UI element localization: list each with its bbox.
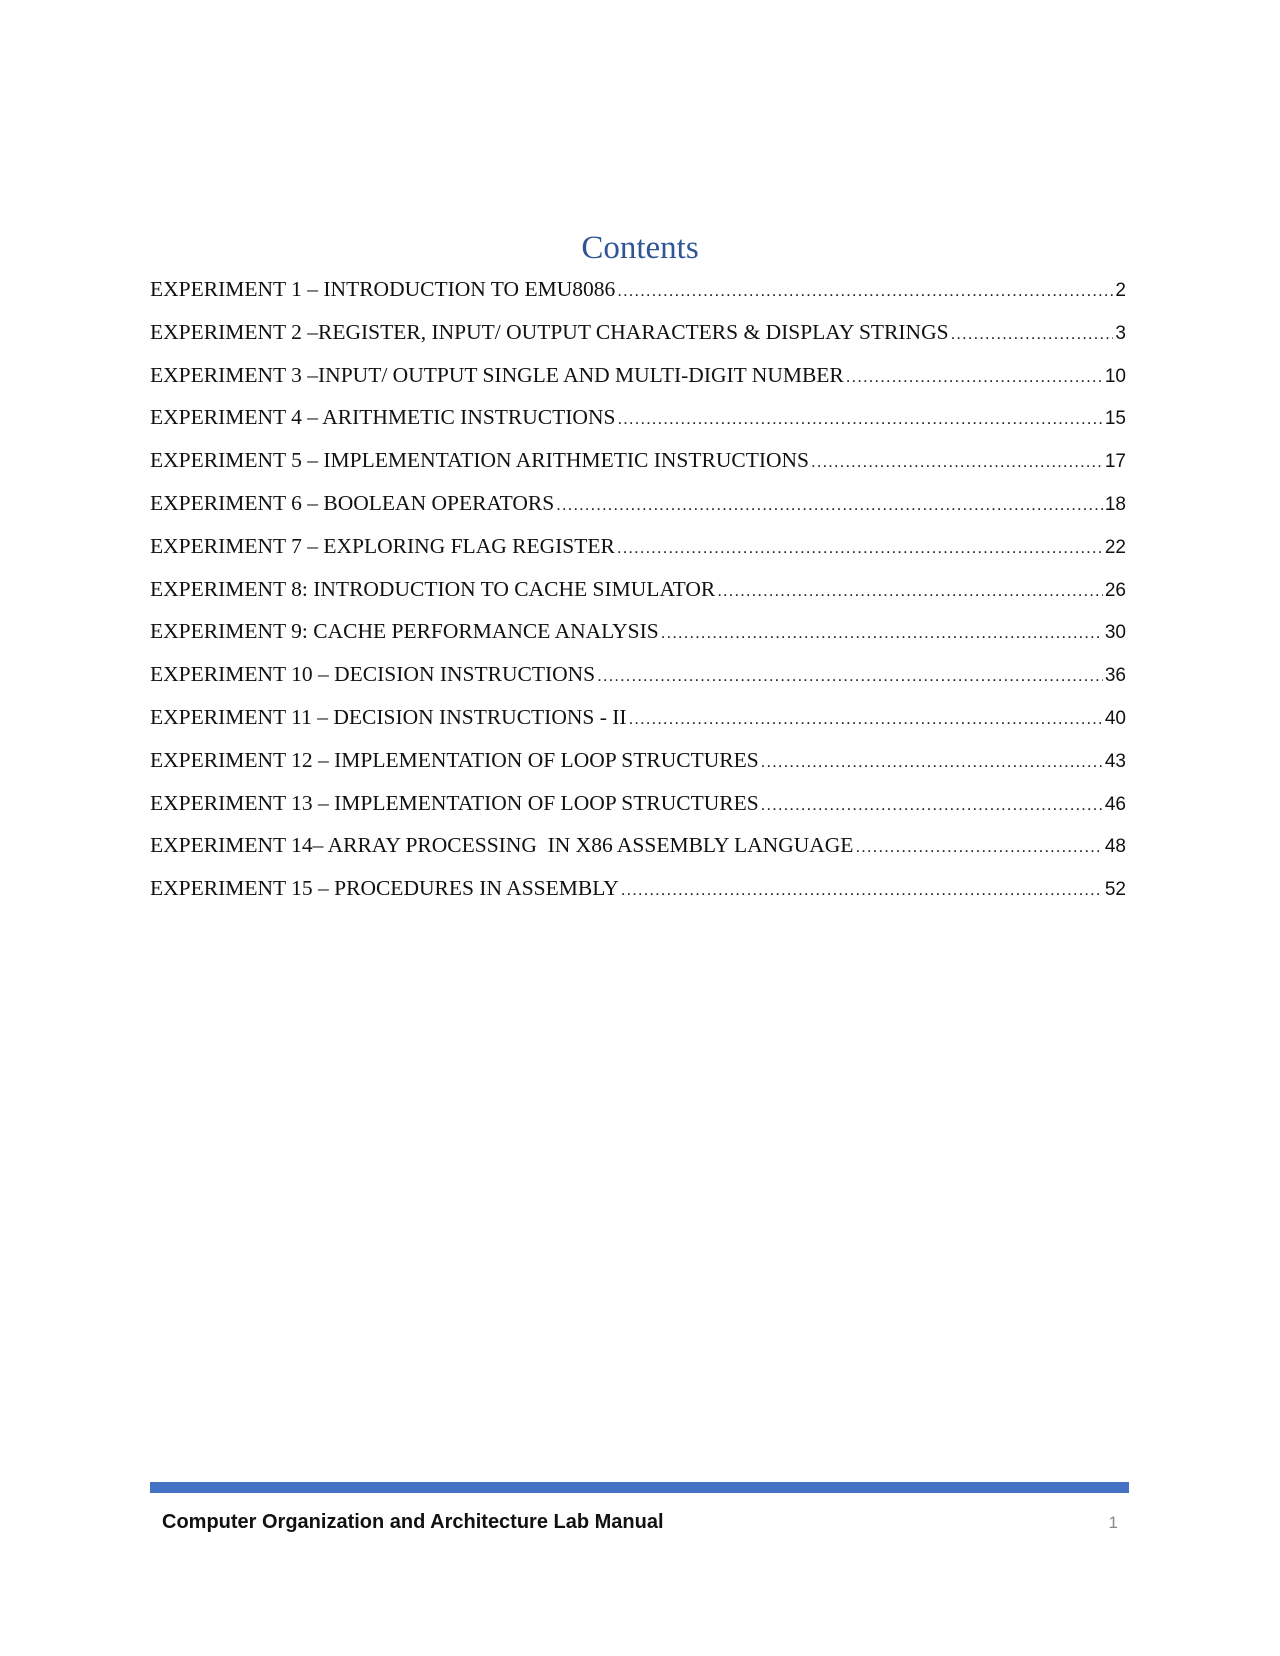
toc-entry-label: EXPERIMENT 5 – IMPLEMENTATION ARITHMETIC INSTRUCTIONS [150,448,809,473]
toc-entry-label: EXPERIMENT 6 – BOOLEAN OPERATORS [150,490,555,515]
toc-heading: Contents [581,230,699,266]
toc-entry[interactable] [150,610,1126,653]
toc-entry-label: EXPERIMENT 10 – DECISION INSTRUCTIONS [150,662,596,687]
toc-entry-page: 36 [1104,665,1126,687]
toc-entry-label: EXPERIMENT 4 – ARITHMETIC INSTRUCTIONS [150,405,616,430]
toc-entry-label: EXPERIMENT 2 –REGISTER, INPUT/ OUTPUT CHARACTERS & DISPLAY STRINGS [150,319,949,344]
toc-entry-label: EXPERIMENT 7 – EXPLORING FLAG REGISTER [150,533,615,558]
toc-entry-page: 30 [1104,622,1126,644]
toc-entry-label: EXPERIMENT 1 – INTRODUCTION TO EMU8086 [150,277,616,301]
toc-entry[interactable] [150,824,1126,867]
toc-list [150,268,1126,910]
toc-entry[interactable] [150,482,1126,525]
toc-entry-label: EXPERIMENT 3 –INPUT/ OUTPUT SINGLE AND MULTI-DIGIT NUMBER [150,362,844,387]
toc-dot-leader [761,784,1103,825]
toc-entry-page: 18 [1104,493,1126,515]
toc-entry-page: 10 [1104,365,1126,387]
toc-entry-page: 43 [1104,750,1126,772]
toc-entry-label: EXPERIMENT 8: INTRODUCTION TO CACHE SIMULATOR [150,576,716,601]
toc-dot-leader [629,698,1103,739]
toc-entry-label: EXPERIMENT 13 – IMPLEMENTATION OF LOOP STRUCTURES [150,790,759,815]
toc-dot-leader [855,826,1102,867]
toc-entry-page: 46 [1104,793,1126,815]
toc-entry-page: 3 [1115,322,1126,344]
toc-entry[interactable] [150,696,1126,739]
toc-dot-leader [761,741,1103,782]
toc-entry-label: EXPERIMENT 15 – PROCEDURES IN ASSEMBLY [150,876,619,901]
toc-dot-leader [846,356,1103,397]
toc-entry-page: 22 [1104,536,1126,558]
footer-page-number: 1 [1108,1513,1118,1532]
toc-entry-page: 40 [1104,707,1126,729]
toc-dot-leader [621,869,1103,910]
toc-entry-page: 48 [1104,836,1126,858]
footer-divider [150,1482,1129,1493]
toc-dot-leader [617,527,1103,568]
toc-dot-leader [617,398,1102,439]
toc-entry-label: EXPERIMENT 12 – IMPLEMENTATION OF LOOP STRUCTURES [150,747,759,772]
footer-title: Computer Organization and Architecture Lab Manual [162,1511,664,1533]
toc-entry[interactable] [150,525,1126,568]
toc-entry[interactable] [150,653,1126,696]
toc-dot-leader [617,270,1113,311]
toc-entry[interactable] [150,396,1126,439]
toc-dot-leader [556,484,1103,525]
toc-entry-label: EXPERIMENT 11 – DECISION INSTRUCTIONS - II [150,704,627,729]
toc-dot-leader [951,313,1114,354]
toc-entry[interactable] [150,439,1126,482]
toc-entry-label: EXPERIMENT 14– ARRAY PROCESSING IN X86 ASSEMBLY LANGUAGE [150,833,854,858]
toc-entry-page: 26 [1104,579,1126,601]
toc-dot-leader [811,441,1103,482]
toc-entry[interactable] [150,867,1126,910]
toc-dot-leader [717,570,1103,611]
toc-entry[interactable] [150,782,1126,825]
toc-dot-leader [661,612,1103,653]
toc-entry[interactable] [150,568,1126,611]
toc-entry-page: 15 [1104,408,1126,430]
toc-entry-page: 17 [1104,451,1126,473]
toc-entry-page: 2 [1115,280,1126,301]
toc-entry-page: 52 [1104,879,1126,901]
toc-entry[interactable] [150,354,1126,397]
toc-entry[interactable] [150,311,1126,354]
toc-entry[interactable] [150,739,1126,782]
toc-dot-leader [597,655,1103,696]
toc-entry-label: EXPERIMENT 9: CACHE PERFORMANCE ANALYSIS [150,619,659,644]
toc-entry[interactable] [150,268,1126,311]
